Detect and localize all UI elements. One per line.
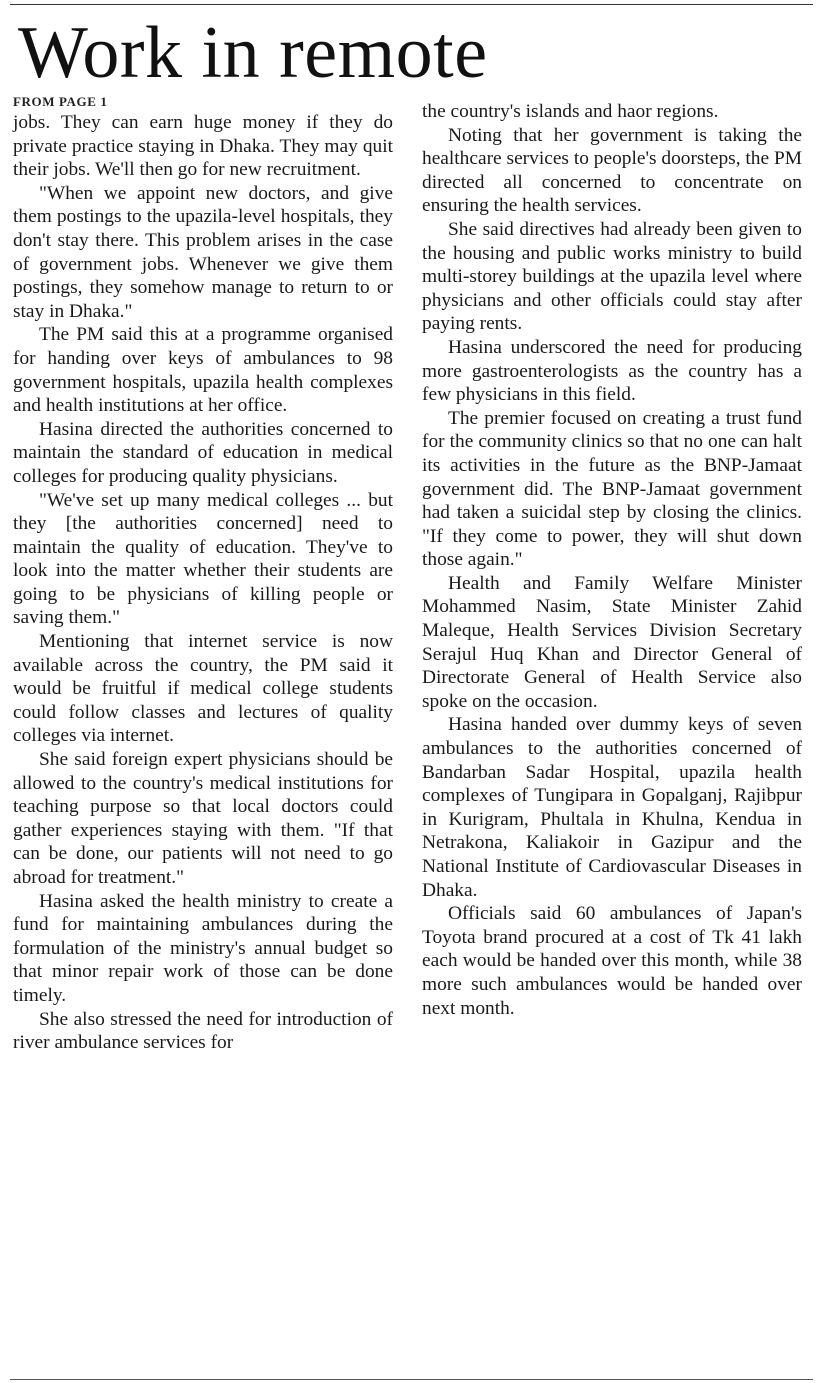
paragraph: She said directives had already been given to the housing and public works ministry to build multi-storey buildings at the upazila level where physicians and other officials could stay after paying rents. <box>422 218 802 335</box>
top-rule <box>10 4 813 5</box>
paragraph: "When we appoint new doctors, and give them postings to the upazila-level hospitals, they don't stay there. This problem arises in the case of government jobs. Whenever we give them postings, they somehow manage to return to or stay in Dhaka." <box>13 182 393 322</box>
paragraph: the country's islands and haor regions. <box>422 101 719 122</box>
continued-from-label: FROM PAGE 1 <box>13 94 108 109</box>
left-column <box>13 94 393 1055</box>
paragraph: She said foreign expert physicians should be allowed to the country's medical institutions for teaching purpose so that local doctors could gather experiences staying with them. "If that can be done, our patients will not need to go abroad for treatment." <box>13 749 393 888</box>
paragraph: "We've set up many medical colleges ... but they [the authorities concerned] need to maintain the quality of education. They've to look into the matter whether their students are going to be physicians of killing people or saving them." <box>13 489 393 629</box>
paragraph: The PM said this at a programme organised for handing over keys of ambulances to 98 government hospitals, upazila health complexes and health institutions at her office. <box>13 324 393 417</box>
right-column <box>422 100 802 1020</box>
paragraph: Health and Family Welfare Minister Mohammed Nasim, State Minister Zahid Maleque, Health Services Division Secretary Serajul Huq Khan and Director General of Directorate General of Health Service also spoke on the occasion. <box>422 572 802 712</box>
paragraph: She also stressed the need for introduction of river ambulance services for <box>13 1008 393 1054</box>
paragraph: Hasina directed the authorities concerned to maintain the standard of education in medical colleges for producing quality physicians. <box>13 418 393 487</box>
paragraph: Hasina underscored the need for producing more gastroenterologists as the country has a few physicians in this field. <box>422 336 802 406</box>
paragraph: Officials said 60 ambulances of Japan's Toyota brand procured at a cost of Tk 41 lakh each would be handed over this month, while 38 more such ambulances would be handed over next month. <box>422 903 802 1019</box>
paragraph: The premier focused on creating a trust fund for the community clinics so that no one can halt its activities in the future as the BNP-Jamaat government did. The BNP-Jamaat government had taken a suicidal step by closing the clinics. "If they come to power, they will shut down those again." <box>422 407 802 571</box>
paragraph: Noting that her government is taking the healthcare services to people's doorsteps, the PM directed all concerned to concentrate on ensuring the health services. <box>422 124 802 217</box>
headline: Work in remote <box>18 12 488 94</box>
paragraph: jobs. They can earn huge money if they do private practice staying in Dhaka. They may quit their jobs. We'll then go for new recruitment. <box>13 112 393 181</box>
paragraph: Hasina asked the health ministry to create a fund for maintaining ambulances during the formulation of the ministry's annual budget so that minor repair work of those can be done timely. <box>13 890 393 1006</box>
paragraph: Mentioning that internet service is now available across the country, the PM said it would be fruitful if medical college students could follow classes and lectures of quality colleges via internet. <box>13 631 393 747</box>
paragraph: Hasina handed over dummy keys of seven ambulances to the authorities concerned of Bandarban Sadar Hospital, upazila health complexes of Tungipara in Gopalganj, Rajibpur in Kurigram, Phultala in Khulna, Kendua in Netrakona, Kaliakoir in Gazipur and the National Institute of Cardiovascular Diseases in Dhaka. <box>422 714 802 901</box>
bottom-rule <box>10 1379 813 1380</box>
